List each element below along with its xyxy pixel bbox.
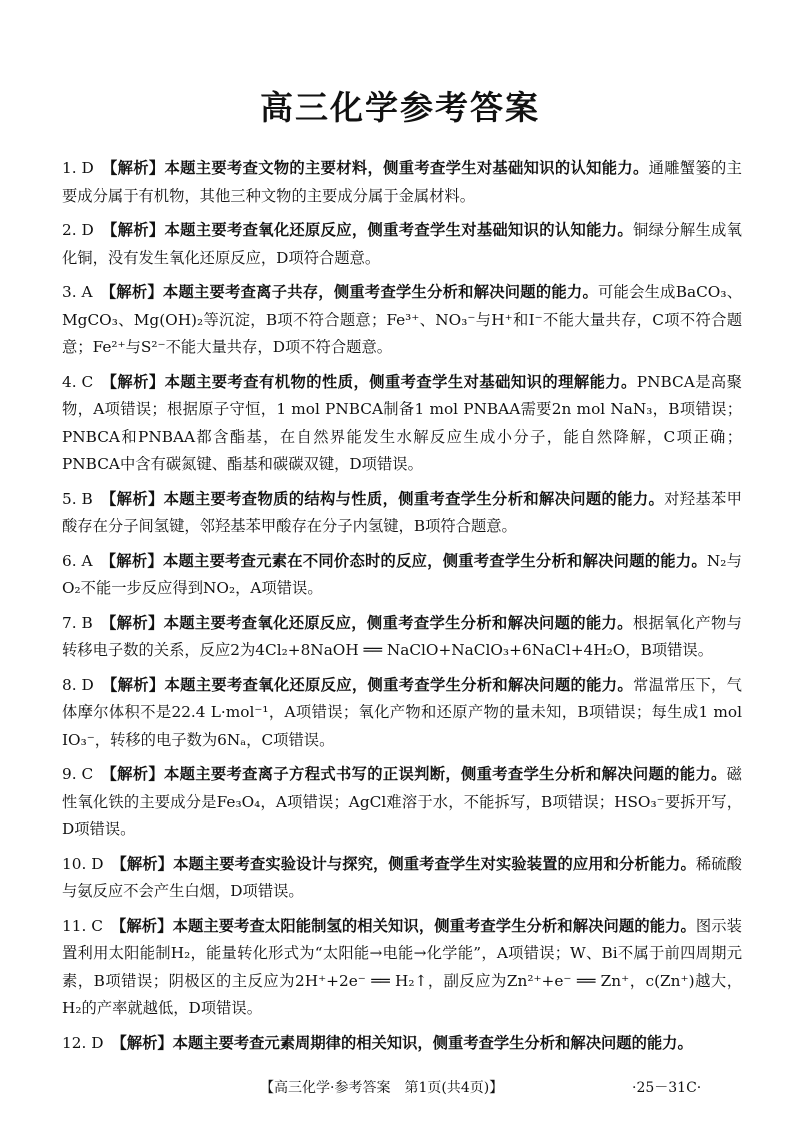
answer-body: 根据氧化产物与转移电子数的关系，反应2为4Cl₂+8NaOH ══ NaClO+NaClO₃+6NaCl+4H₂O，B项错误。 [62, 613, 742, 659]
answer-item [62, 1030, 742, 1058]
answer-lead: 本题主要考查元素在不同价态时的反应，侧重考查学生分析和解决问题的能力。 [162, 551, 707, 570]
answer-body: 对羟基苯甲酸存在分子间氢键，邻羟基苯甲酸存在分子内氢键，B项符合题意。 [62, 489, 742, 535]
answer-number: 1. D [62, 159, 94, 177]
answer-item [62, 913, 742, 1023]
analysis-tag: 【解析】 [100, 551, 163, 570]
footer-code: ·25－31C· [632, 1080, 702, 1096]
answer-item [62, 548, 742, 603]
answer-list [62, 155, 742, 1064]
analysis-tag: 【解析】 [100, 283, 163, 301]
answer-item [62, 155, 742, 210]
answer-body: N₂与O₂不能一步反应得到NO₂，A项错误。 [62, 551, 742, 597]
answer-number: 2. D [62, 221, 94, 239]
analysis-tag: 【解析】 [101, 765, 165, 783]
answer-lead: 本题主要考查离子方程式书写的正误判断，侧重考查学生分析和解决问题的能力。 [164, 765, 727, 783]
analysis-tag: 【解析】 [101, 221, 165, 239]
answer-number: 3. A [62, 283, 93, 301]
answer-number: 10. D [62, 854, 104, 873]
analysis-tag: 【解析】 [101, 675, 165, 694]
answer-item [62, 217, 742, 272]
footer-page-info: 【高三化学·参考答案 第1页(共4页)】 [260, 1080, 504, 1096]
answer-body: 常温常压下，气体摩尔体积不是22.4 L·mol⁻¹，A项错误；氧化产物和还原产物的量未知，B项错误；每生成1 mol IO₃⁻，转移的电子数为6Nₐ，C项错误。 [62, 675, 742, 749]
answer-number: 4. C [62, 372, 94, 391]
analysis-tag: 【解析】 [100, 489, 164, 508]
answer-lead: 本题主要考查元素周期律的相关知识，侧重考查学生分析和解决问题的能力。 [172, 1033, 693, 1052]
answer-body: 图示装置利用太阳能制H₂，能量转化形式为“太阳能→电能→化学能”，A项错误；W、Bi不属于前四周期元素，B项错误；阴极区的主反应为2H⁺+2e⁻ ══ H₂↑，副反应为Zn²⁺+e⁻ ══ Zn⁺，c(Zn⁺)越大，H₂的产率就越低，D项错误。 [62, 916, 742, 1017]
answer-lead: 本题主要考查实验设计与探究，侧重考查学生对实验装置的应用和分析能力。 [173, 854, 696, 873]
answer-number: 7. B [62, 613, 93, 632]
analysis-tag: 【解析】 [110, 916, 173, 935]
analysis-tag: 【解析】 [101, 159, 165, 177]
answer-item [62, 369, 742, 479]
analysis-tag: 【解析】 [101, 372, 165, 391]
answer-lead: 本题主要考查文物的主要材料，侧重考查学生对基础知识的认知能力。 [164, 159, 649, 177]
answer-body: 铜绿分解生成氧化铜，没有发生氧化还原反应，D项符合题意。 [62, 221, 742, 267]
answer-item [62, 672, 742, 755]
answer-number: 11. C [62, 916, 103, 935]
answer-number: 8. D [62, 675, 94, 694]
answer-lead: 本题主要考查有机物的性质，侧重考查学生对基础知识的理解能力。 [164, 372, 637, 391]
answer-body: 磁性氧化铁的主要成分是Fe₃O₄，A项错误；AgCl难溶于水，不能拆写，B项错误；HSO₃⁻要拆开写，D项错误。 [62, 765, 742, 838]
answer-item [62, 761, 742, 844]
answer-item [62, 486, 742, 541]
answer-number: 9. C [62, 765, 94, 783]
answer-lead: 本题主要考查离子共存，侧重考查学生分析和解决问题的能力。 [162, 283, 599, 301]
answer-item [62, 851, 742, 906]
answer-lead: 本题主要考查氧化还原反应，侧重考查学生分析和解决问题的能力。 [163, 613, 633, 632]
page-title: 高三化学参考答案 [260, 88, 540, 127]
answer-item [62, 279, 742, 362]
answer-lead: 本题主要考查物质的结构与性质，侧重考查学生分析和解决问题的能力。 [163, 489, 665, 508]
answer-lead: 本题主要考查太阳能制氢的相关知识，侧重考查学生分析和解决问题的能力。 [172, 916, 696, 935]
answer-body: 可能会生成BaCO₃、MgCO₃、Mg(OH)₂等沉淀，B项不符合题意；Fe³⁺、NO₃⁻与H⁺和I⁻不能大量共存，C项不符合题意；Fe²⁺与S²⁻不能大量共存，D项不符合题意。 [62, 283, 742, 356]
answer-number: 6. A [62, 551, 93, 570]
answer-number: 12. D [62, 1033, 104, 1052]
answer-body: 稀硫酸与氨反应不会产生白烟，D项错误。 [62, 854, 742, 900]
analysis-tag: 【解析】 [111, 1033, 173, 1052]
answer-body: 通雕蟹篓的主要成分属于有机物，其他三种文物的主要成分属于金属材料。 [62, 159, 742, 205]
answer-number: 5. B [62, 489, 93, 508]
answer-lead: 本题主要考查氧化还原反应，侧重考查学生分析和解决问题的能力。 [164, 675, 633, 694]
answer-body: PNBCA是高聚物，A项错误；根据原子守恒，1 mol PNBCA制备1 mol PNBAA需要2n mol NaN₃，B项错误；PNBCA和PNBAA都含酯基，在自然界能发生水解反应生成小分子，能自然降解，C项正确；PNBCA中含有碳氮键、酯基和碳碳双键，D项错误。 [62, 372, 742, 473]
answer-lead: 本题主要考查氧化还原反应，侧重考查学生对基础知识的认知能力。 [164, 221, 633, 239]
analysis-tag: 【解析】 [111, 854, 174, 873]
analysis-tag: 【解析】 [100, 613, 164, 632]
answer-item [62, 610, 742, 665]
